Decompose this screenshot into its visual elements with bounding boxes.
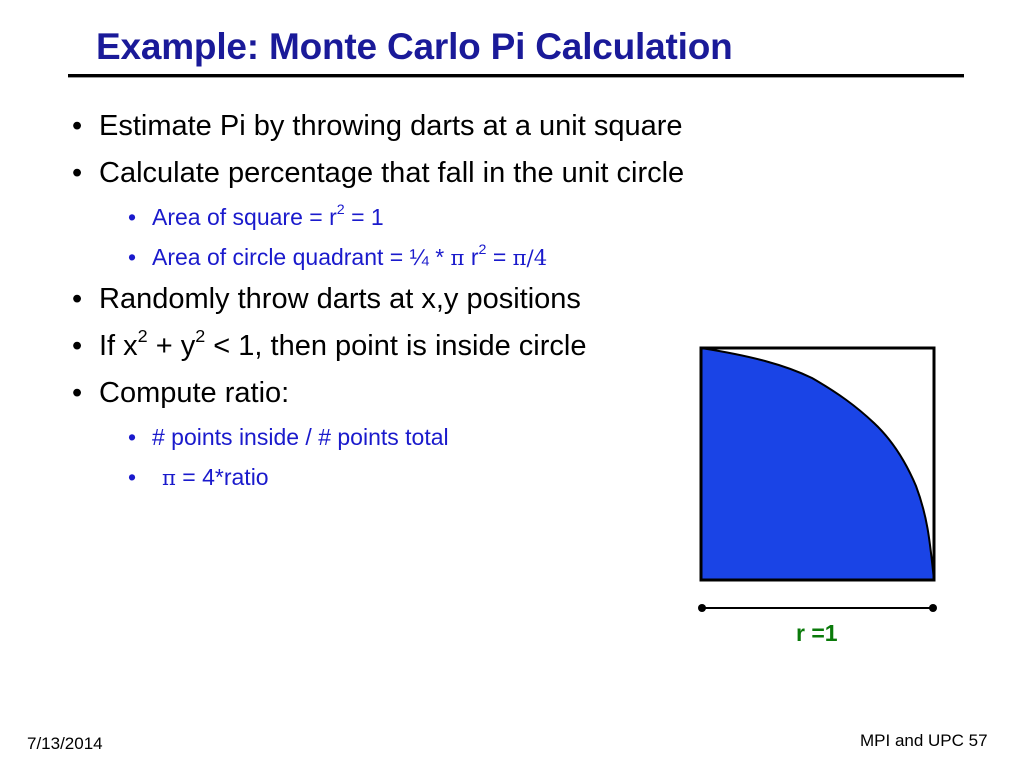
bullet-text: Randomly throw darts at x,y positions (99, 283, 581, 315)
text-part: r (464, 244, 479, 270)
bullet-dot: • (72, 377, 83, 409)
subbullet-pi-formula (128, 464, 269, 491)
text-part: = 4*ratio (175, 464, 269, 490)
radius-endpoint-left (698, 604, 706, 612)
text-part: Area of circle quadrant = ¼ * (152, 244, 451, 270)
title-divider (68, 74, 964, 78)
text-part: Area of square = r (152, 204, 337, 230)
bullet-dot: • (128, 204, 137, 230)
bullet-dot: • (72, 110, 83, 142)
bullet-estimate-pi (72, 110, 683, 143)
text-part: = 1 (344, 204, 384, 230)
bullet-compute-ratio (72, 377, 289, 410)
bullet-calculate-percentage (72, 157, 684, 190)
bullet-dot: • (72, 157, 83, 189)
radius-label: r =1 (796, 620, 838, 646)
slide-title: Example: Monte Carlo Pi Calculation (96, 26, 733, 67)
text-part: + y (147, 330, 196, 362)
subbullet-area-quadrant (128, 244, 547, 271)
pi-over-four: π/4 (512, 245, 548, 270)
superscript: 2 (195, 325, 206, 346)
subbullet-area-square (128, 204, 384, 231)
bullet-dot: • (72, 330, 83, 362)
superscript: 2 (478, 242, 487, 259)
superscript: 2 (336, 202, 345, 219)
bullet-text: Compute ratio: (99, 377, 290, 409)
bullet-dot: • (128, 464, 137, 490)
text-part: = (486, 244, 513, 270)
superscript: 2 (137, 325, 148, 346)
footer-date: 7/13/2014 (27, 734, 103, 753)
pi-symbol: π (450, 245, 465, 270)
radius-endpoint-right (929, 604, 937, 612)
text-part: < 1, then point is inside circle (205, 330, 587, 362)
subbullet-points-ratio (128, 424, 449, 451)
unit-square-diagram (690, 338, 950, 638)
bullet-text: # points inside / # points total (152, 424, 449, 450)
bullet-randomly-throw (72, 283, 581, 316)
bullet-dot: • (72, 283, 83, 315)
pi-symbol: π (162, 465, 176, 490)
bullet-dot: • (128, 424, 137, 450)
bullet-inside-circle-test (72, 325, 587, 363)
bullet-text: Calculate percentage that fall in the unit circle (99, 157, 685, 189)
bullet-dot: • (128, 244, 137, 270)
circle-quadrant (701, 348, 934, 580)
bullet-text: Estimate Pi by throwing darts at a unit square (99, 110, 683, 142)
footer-course-page: MPI and UPC 57 (860, 731, 988, 750)
text-part: If x (99, 330, 138, 362)
